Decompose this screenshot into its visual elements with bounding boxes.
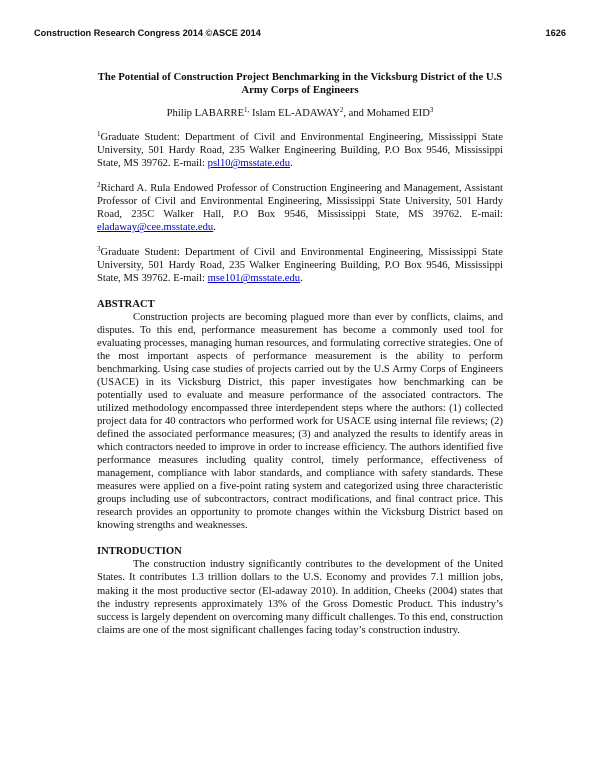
paper-page [97,71,503,650]
abstract-heading: ABSTRACT [97,298,155,310]
affiliation-3-text: Graduate Student: Department of Civil and Environmental Engineering, Mississippi State University, 501 Hardy Road, 235 Walker Engineering Building, P.O Box 9546, Mississippi State, MS 39762. E-mail: [97,247,503,285]
affiliation-3-num: 3 [97,245,101,254]
author-3: , and Mohamed EID [343,108,430,119]
affiliation-1-email[interactable]: psl10@msstate.edu [207,158,291,170]
affiliation-2-end: . [213,222,216,234]
affiliation-3-email[interactable]: mse101@msstate.edu [207,273,301,285]
paper-title: The Potential of Construction Project Benchmarking in the Vicksburg District of the U.S Army Corps of Engineers [97,71,503,96]
affiliation-2-text: Richard A. Rula Endowed Professor of Construction Engineering and Management, Assistant Professor of Civil and Environmental Engineering, Mississippi State University, 501 Hardy Road, 235C Walker Hall, P.O Box 9546, Mississippi State, MS 39762. E-mail: [97,183,503,221]
running-head-conference: Construction Research Congress 2014 ©ASCE 2014 [34,28,261,38]
abstract-text: Construction projects are becoming plagued more than ever by conflicts, claims, and disputes. To this end, performance measurement has become a commonly used tool for evaluating processes, managing human resources, and formulating corrective strategies. One of the most important aspects of performance measurement is the ability to perform benchmarking. Using case studies of projects carried out by the U.S Army Corps of Engineers (USACE) in its Vicksburg District, this paper investigates how benchmarking can be potentially used to evaluate and measure performance of the associated contractors. The utilized methodology encompassed three interdependent steps where the authors: (1) collected project data for 40 contractors who performed work for USACE using internal file reviews; (2) defined the associated performance measures; (3) and analyzed the results to identify areas in which contractors needed to improve in order to increase efficiency. The authors identified five performance measures including quality control, timely performance, effectiveness of management, compliance with labor standards, and compliance with safety standards. These measures were applied on a five-point rating system and categorized using three characteristic groups including use of subcontractors, contract modifications, and final contract price. This research provides an opportunity to promote changes within the Vicksburg District based on knowing strengths and weaknesses. [97,311,503,532]
page-number: 1626 [545,28,566,38]
author-2-sup: 2 [339,106,344,114]
affiliation-2-num: 2 [97,181,101,190]
introduction-heading: INTRODUCTION [97,546,182,558]
author-1: Philip LABARRE [166,108,245,119]
affiliation-1-num: 1 [97,130,101,139]
affiliation-3 [97,246,503,285]
affiliation-2-email[interactable]: eladaway@cee.msstate.edu [97,222,214,234]
affiliation-1-end: . [290,158,293,170]
author-1-sup: 1, [244,106,250,114]
author-3-sup: 3 [429,106,434,114]
affiliation-3-end: . [300,273,303,285]
affiliation-2 [97,182,503,234]
author-line [97,107,503,120]
author-2: Islam EL-ADAWAY [249,108,340,119]
running-head [34,28,566,38]
introduction-text: The construction industry significantly contributes to the development of the United States. It contributes 1.3 trillion dollars to the U.S. Economy and provides 7.1 million jobs, making it the most productive sector (El-adaway 2010). In addition, Cheeks (2004) states that the industry represents approximately 13% of the Gross Domestic Product. This industry’s success is largely dependent on overcoming many difficult challenges. To this end, construction claims are one of the most significant challenges facing today’s construction industry. [97,559,503,636]
affiliation-1 [97,131,503,170]
affiliation-1-text: Graduate Student: Department of Civil and Environmental Engineering, Mississippi State University, 501 Hardy Road, 235 Walker Engineering Building, P.O Box 9546, Mississippi State, MS 39762. E-mail: [97,132,503,170]
